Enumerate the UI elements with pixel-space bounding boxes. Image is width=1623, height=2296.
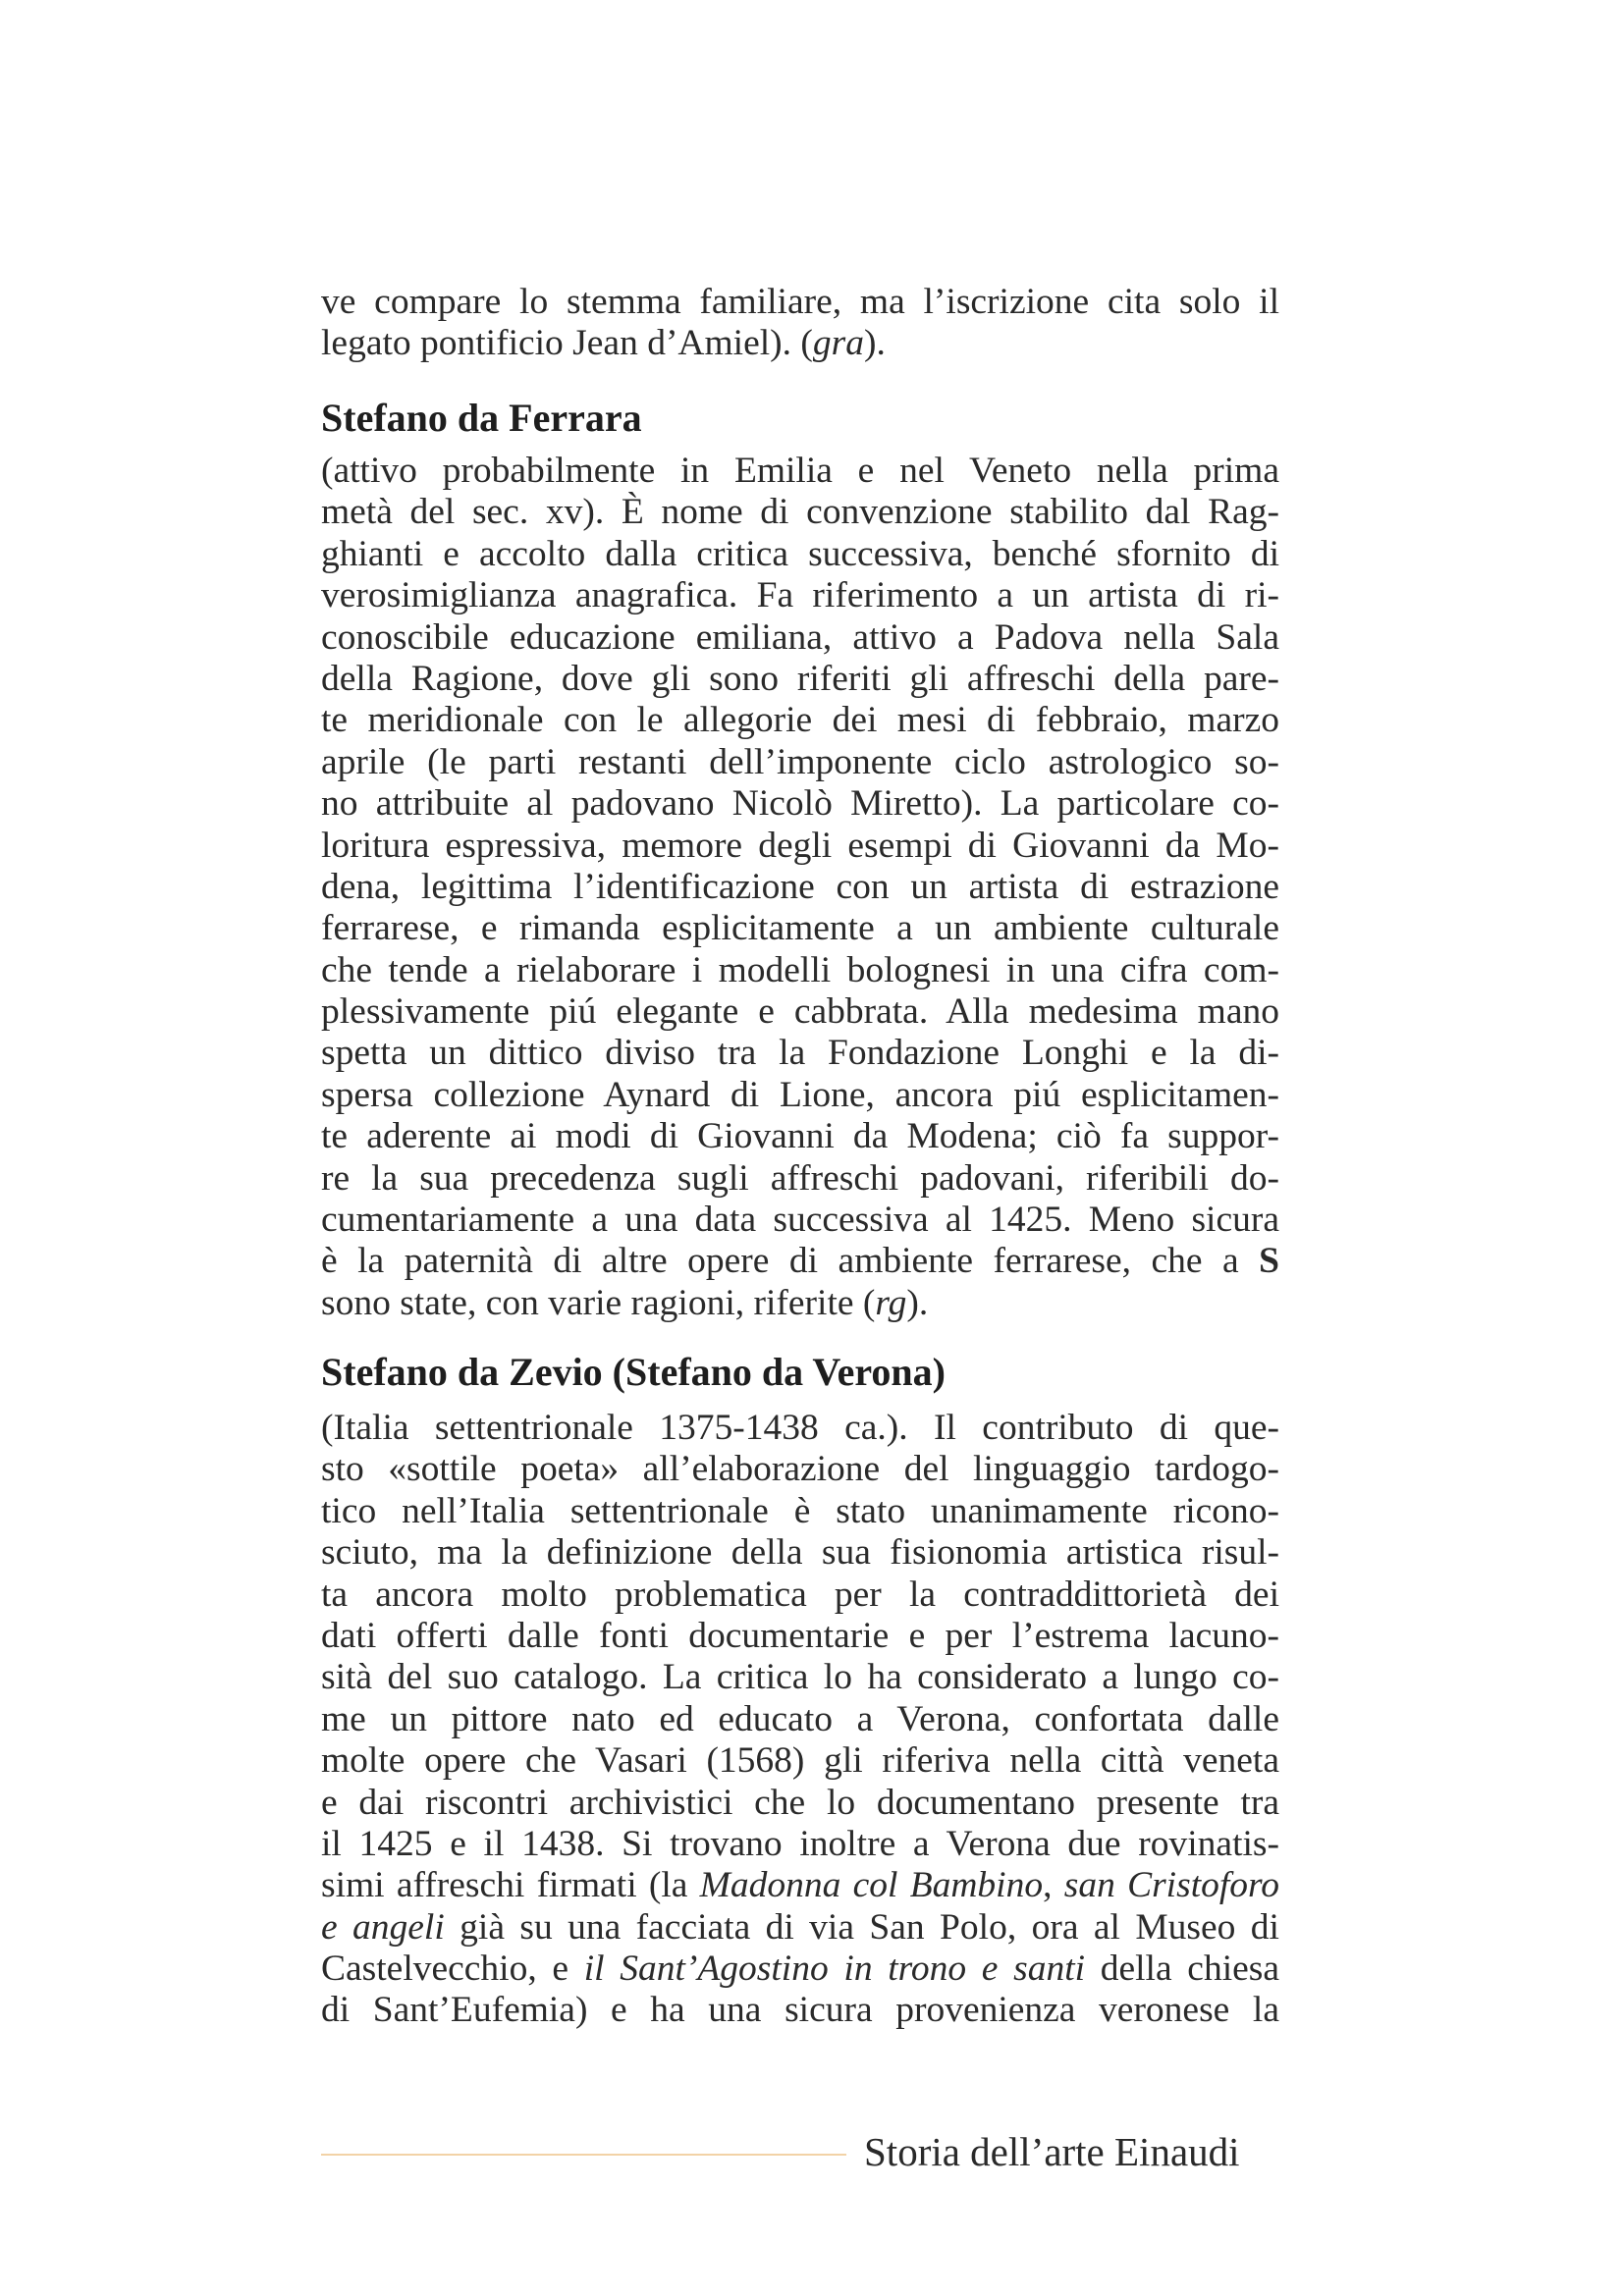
text-line: te aderente ai modi di Giovanni da Modena; ciò fa suppor-: [321, 1116, 1279, 1157]
text-line: tico nell’Italia settentrionale è stato unanimamente ricono-: [321, 1490, 1279, 1531]
text-line: che tende a rielaborare i modelli bolognesi in una cifra com-: [321, 949, 1279, 990]
text-line: legato pontificio Jean d’Amiel). (gra).: [321, 323, 886, 364]
text-line: di Sant’Eufemia) e ha una sicura provenienza veronese la: [321, 1990, 1279, 2031]
intro-paragraph: [321, 282, 1279, 365]
text-run: è la paternità di altre opere di ambiente ferrarese, che a: [321, 1241, 1260, 1282]
text-line: metà del sec. xv). È nome di convenzione stabilito dal Rag-: [321, 492, 1279, 533]
text-line: [321, 1241, 1279, 1282]
text-line: sità del suo catalogo. La critica lo ha considerato a lungo co-: [321, 1657, 1279, 1698]
artwork-title: san Cristoforo: [1063, 1865, 1279, 1906]
artwork-title: e angeli: [321, 1906, 445, 1948]
entry-body-ferrara: [321, 451, 1279, 1324]
entry-heading-ferrara: Stefano da Ferrara: [321, 396, 642, 440]
cross-reference: S: [1259, 1241, 1279, 1282]
text-line: [321, 1949, 1279, 1990]
text-line: (attivo probabilmente in Emilia e nel Veneto nella prima: [321, 451, 1279, 491]
artwork-title: il Sant’Agostino in trono e santi: [583, 1949, 1086, 1990]
text-run: Castelvecchio, e: [321, 1949, 584, 1990]
text-line: sto «sottile poeta» all’elaborazione del linguaggio tardogo-: [321, 1449, 1279, 1490]
text-run: già su una facciata di via San Polo, ora al Museo di: [444, 1906, 1279, 1948]
text-line: spersa collezione Aynard di Lione, ancora piú esplicitamen-: [321, 1074, 1279, 1115]
text-line: [321, 1283, 1279, 1324]
text-line: [321, 1865, 1279, 1906]
text-run: legato pontificio Jean d’Amiel).: [321, 323, 801, 364]
entry-heading-zevio: Stefano da Zevio (Stefano da Verona): [321, 1350, 946, 1394]
text-run: ).: [906, 1282, 929, 1323]
text-line: conoscibile educazione emiliana, attivo a Padova nella Sala: [321, 616, 1279, 658]
text-line: spetta un dittico diviso tra la Fondazione Longhi e la di-: [321, 1033, 1279, 1074]
text-line: te meridionale con le allegorie dei mesi di febbraio, marzo: [321, 700, 1279, 741]
artwork-title: Madonna col Bambino: [699, 1865, 1044, 1906]
text-line: loritura espressiva, memore degli esempi di Giovanni da Mo-: [321, 825, 1279, 866]
text-line: molte opere che Vasari (1568) gli riferiva nella città veneta: [321, 1740, 1279, 1782]
text-line: (Italia settentrionale 1375-1438 ca.). Il contributo di que-: [321, 1408, 1279, 1448]
text-line: il 1425 e il 1438. Si trovano inoltre a Verona due rovinatis-: [321, 1823, 1279, 1864]
text-line: ve compare lo stemma familiare, ma l’iscrizione cita solo il: [321, 282, 1279, 322]
text-line: ghianti e accolto dalla critica successiva, benché sfornito di: [321, 533, 1279, 574]
text-line: me un pittore nato ed educato a Verona, confortata dalle: [321, 1698, 1279, 1739]
text-line: plessivamente piú elegante e cabbrata. Alla medesima mano: [321, 991, 1279, 1033]
text-line: dati offerti dalle fonti documentarie e per l’estrema lacuno-: [321, 1615, 1279, 1656]
text-line: dena, legittima l’identificazione con un artista di estrazione: [321, 866, 1279, 907]
text-run: sono state, con varie ragioni, riferite (: [321, 1282, 876, 1323]
text-line: ferrarese, e rimanda esplicitamente a un ambiente culturale: [321, 908, 1279, 949]
text-run: simi affreschi firmati (la: [321, 1865, 700, 1906]
text-line: re la sua precedenza sugli affreschi padovani, riferibili do-: [321, 1157, 1279, 1199]
author-tag: gra: [812, 323, 864, 364]
text-line: cumentariamente a una data successiva al 1425. Meno sicura: [321, 1200, 1279, 1241]
footer-title: Storia dell’arte Einaudi: [864, 2129, 1240, 2174]
author-tag: rg: [875, 1282, 907, 1323]
text-run: della chiesa: [1085, 1949, 1279, 1990]
text-line: [321, 1907, 1279, 1949]
footer-rule: [321, 2154, 846, 2156]
text-line: sciuto, ma la definizione della sua fisionomia artistica risul-: [321, 1532, 1279, 1574]
text-line: no attribuite al padovano Nicolò Miretto). La particolare co-: [321, 783, 1279, 825]
text-line: e dai riscontri archivistici che lo documentano presente tra: [321, 1782, 1279, 1823]
text-line: verosimiglianza anagrafica. Fa riferimento a un artista di ri-: [321, 575, 1279, 616]
text-line: aprile (le parti restanti dell’imponente ciclo astrologico so-: [321, 741, 1279, 782]
text-run: ,: [1043, 1865, 1064, 1906]
text-line: ta ancora molto problematica per la contraddittorietà dei: [321, 1574, 1279, 1615]
text-line: della Ragione, dove gli sono riferiti gli affreschi della pare-: [321, 658, 1279, 699]
entry-body-zevio: [321, 1408, 1279, 2032]
